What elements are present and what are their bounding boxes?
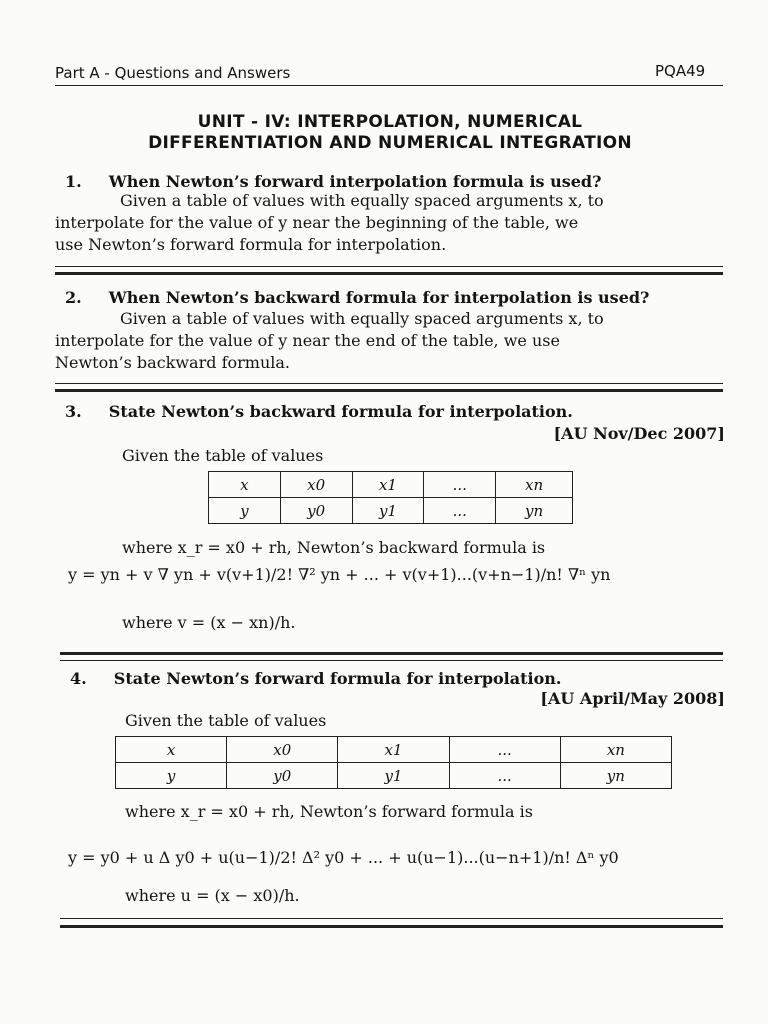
table-cell: x0 xyxy=(227,737,338,763)
divider xyxy=(55,383,723,384)
answer-1-line-1: Given a table of values with equally spaced arguments x, to xyxy=(120,191,604,210)
table-cell: y1 xyxy=(352,498,424,524)
where-u: where u = (x − x0)/h. xyxy=(125,886,300,905)
table-cell: yn xyxy=(496,498,573,524)
table-cell: x1 xyxy=(352,472,424,498)
table-row xyxy=(116,763,672,789)
values-table xyxy=(115,736,672,789)
answer-1-line-3: use Newton’s forward formula for interpolation. xyxy=(55,235,447,254)
question-number: 3. xyxy=(65,402,82,421)
question-3 xyxy=(65,401,573,422)
table-row xyxy=(116,737,672,763)
divider xyxy=(55,389,723,392)
question-2 xyxy=(65,287,649,308)
answer-2-line-2: interpolate for the value of y near the end of the table, we use xyxy=(55,331,560,350)
unit-title-line-1: UNIT - IV: INTERPOLATION, NUMERICAL xyxy=(197,112,583,132)
table-cell: x0 xyxy=(280,472,352,498)
values-table xyxy=(208,471,573,524)
answer-2-line-3: Newton’s backward formula. xyxy=(55,353,290,372)
table-cell: x xyxy=(116,737,227,763)
question-number: 2. xyxy=(65,288,82,307)
divider xyxy=(55,266,723,267)
question-text: When Newton’s forward interpolation formula is used? xyxy=(108,172,602,191)
answer-2-line-1: Given a table of values with equally spaced arguments x, to xyxy=(120,309,604,328)
running-header: Part A - Questions and Answers xyxy=(55,64,291,82)
where-text: where x_r = x0 + rh, Newton’s forward formula is xyxy=(125,802,533,821)
table-cell: y1 xyxy=(338,763,449,789)
divider xyxy=(60,925,723,928)
question-4 xyxy=(70,668,561,689)
table-row xyxy=(209,498,573,524)
exam-reference: [AU Nov/Dec 2007] xyxy=(553,424,725,443)
forward-formula: y = y0 + u Δ y0 + u(u−1)/2! Δ² y0 + ... + u(u−1)...(u−n+1)/n! Δⁿ y0 xyxy=(68,848,619,867)
question-text: State Newton’s backward formula for interpolation. xyxy=(108,402,573,421)
table-cell: ... xyxy=(449,763,560,789)
divider xyxy=(55,272,723,275)
table-cell: ... xyxy=(424,472,496,498)
where-v: where v = (x − xn)/h. xyxy=(122,613,296,632)
table-cell: ... xyxy=(449,737,560,763)
unit-title-line-2: DIFFERENTIATION AND NUMERICAL INTEGRATION xyxy=(148,133,632,153)
table-cell: y xyxy=(116,763,227,789)
header-rule xyxy=(55,85,723,86)
answer-1-line-2: interpolate for the value of y near the beginning of the table, we xyxy=(55,213,579,232)
table-cell: yn xyxy=(560,763,671,789)
backward-formula: y = yn + v ∇ yn + v(v+1)/2! ∇² yn + ... + v(v+1)...(v+n−1)/n! ∇ⁿ yn xyxy=(68,565,611,584)
table-cell: xn xyxy=(560,737,671,763)
exam-reference: [AU April/May 2008] xyxy=(540,689,725,708)
divider xyxy=(60,652,723,655)
table-cell: x xyxy=(209,472,281,498)
given-text: Given the table of values xyxy=(122,446,324,465)
table-cell: y xyxy=(209,498,281,524)
question-text: When Newton’s backward formula for interpolation is used? xyxy=(108,288,650,307)
table-cell: y0 xyxy=(227,763,338,789)
divider xyxy=(60,918,723,919)
table-cell: xn xyxy=(496,472,573,498)
table-cell: y0 xyxy=(280,498,352,524)
given-text: Given the table of values xyxy=(125,711,327,730)
question-text: State Newton’s forward formula for interpolation. xyxy=(113,669,562,688)
where-text: where x_r = x0 + rh, Newton’s backward formula is xyxy=(122,538,546,557)
page-number: PQA49 xyxy=(655,62,706,80)
question-1 xyxy=(65,171,601,192)
table-cell: ... xyxy=(424,498,496,524)
question-number: 4. xyxy=(70,669,87,688)
question-number: 1. xyxy=(65,172,82,191)
divider xyxy=(60,660,723,661)
table-cell: x1 xyxy=(338,737,449,763)
table-row xyxy=(209,472,573,498)
